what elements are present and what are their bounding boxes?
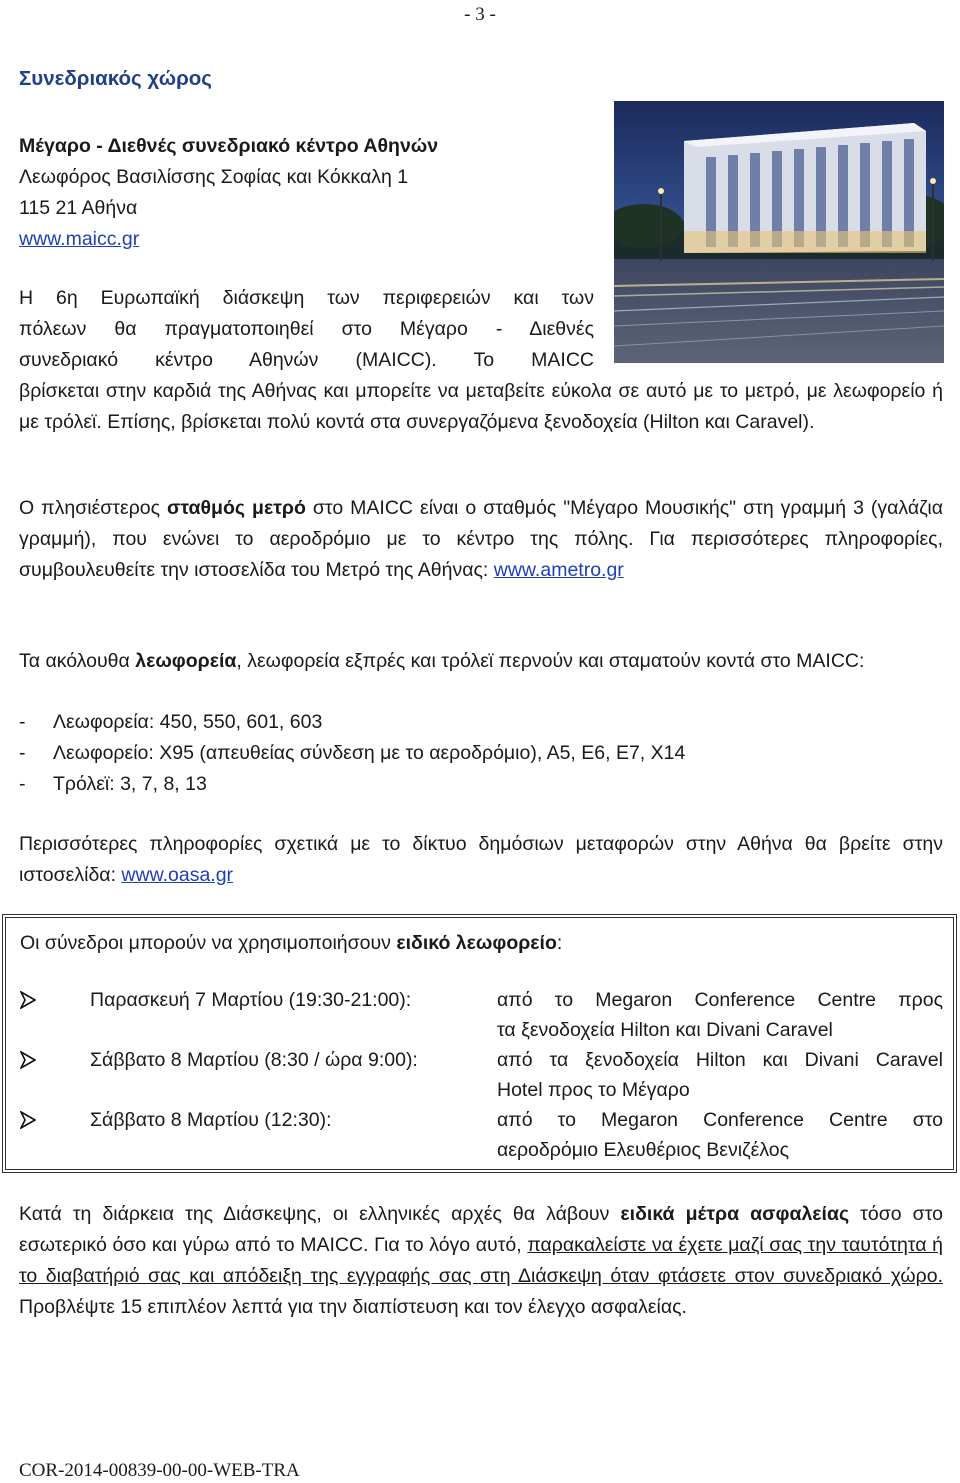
- arrow-bullet-icon: [20, 1105, 42, 1135]
- trip-route: [497, 1045, 943, 1105]
- bus-list-item: [19, 738, 685, 769]
- dash: -: [19, 742, 26, 764]
- bus-list-item: [19, 769, 685, 800]
- intro-rest: βρίσκεται στην καρδιά της Αθήνας και μπορείτε να μεταβείτε εύκολα σε αυτό με το μετρό, με λεωφορείο ή με τρόλεϊ. Επίσης, βρίσκεται πολύ κοντά στα συνεργαζόμενα ξενοδοχεία (Hilton και Caravel).: [19, 380, 943, 433]
- trip-route-line1: από το Megaron Conference Centre στο: [497, 1109, 943, 1131]
- bus-list-text: Λεωφορεία: 450, 550, 601, 603: [53, 711, 323, 733]
- oasa-text: Περισσότερες πληροφορίες σχετικά με το δίκτυο δημόσιων μεταφορών στην Αθήνα θα βρείτε στην ιστοσελίδα:: [19, 833, 943, 886]
- venue-website-link[interactable]: www.maicc.gr: [19, 228, 140, 250]
- bus-list: [19, 707, 685, 800]
- document-footer-code: COR-2014-00839-00-00-WEB-TRA: [19, 1460, 300, 1481]
- arrow-bullet-icon: [20, 985, 42, 1015]
- trip-date: Σάββατο 8 Μαρτίου (8:30 / ώρα 9:00):: [90, 1049, 418, 1071]
- special-bus-title-text: Οι σύνεδροι μπορούν να χρησιμοποιήσουν: [20, 932, 397, 954]
- trip-route: [497, 985, 943, 1045]
- trip-date: Σάββατο 8 Μαρτίου (12:30):: [90, 1109, 332, 1131]
- bus-text-2: , λεωφορεία εξπρές και τρόλεϊ περνούν και σταματούν κοντά στο MAICC:: [236, 650, 865, 672]
- intro-paragraph: [19, 283, 943, 438]
- venue-address-line2: 115 21 Αθήνα: [19, 197, 138, 219]
- intro-line-1: Η 6η Ευρωπαϊκή διάσκεψη των περιφερειών και των: [19, 287, 594, 309]
- bus-paragraph: [19, 646, 943, 677]
- security-text-2: τόσο στο εσωτερικό όσο και γύρω από το MAICC. Για το λόγο αυτό,: [19, 1203, 943, 1256]
- metro-text-1: Ο πλησιέστερος: [19, 497, 168, 519]
- security-paragraph: [19, 1199, 943, 1323]
- intro-line-2: πόλεων θα πραγματοποιηθεί στο Μέγαρο - Διεθνές: [19, 318, 594, 340]
- security-text-3: Προβλέψτε 15 επιπλέον λεπτά για την διαπίστευση και τον έλεγχο ασφαλείας.: [19, 1296, 687, 1318]
- arrow-bullet-icon: [20, 1045, 42, 1075]
- trip-route-line2: τα ξενοδοχεία Hilton και Divani Caravel: [497, 1019, 833, 1041]
- trip-route-line1: από το Megaron Conference Centre προς: [497, 989, 943, 1011]
- security-text-1: Κατά τη διάρκεια της Διάσκεψης, οι ελληνικές αρχές θα λάβουν: [19, 1203, 621, 1225]
- section-title: Συνεδριακός χώρος: [19, 67, 212, 90]
- special-bus-title: [20, 928, 562, 959]
- oasa-link[interactable]: www.oasa.gr: [121, 864, 234, 886]
- intro-line-3: συνεδριακό κέντρο Αθηνών (MAICC). Το MAICC: [19, 349, 594, 371]
- bus-text-1: Τα ακόλουθα: [19, 650, 136, 672]
- bus-list-text: Λεωφορείο: Χ95 (απευθείας σύνδεση με το αεροδρόμιο), Α5, Ε6, Ε7, Χ14: [53, 742, 686, 764]
- venue-address-line1: Λεωφόρος Βασιλίσσης Σοφίας και Κόκκαλη 1: [19, 166, 409, 188]
- dash: -: [19, 711, 26, 733]
- bus-bold: λεωφορεία: [135, 650, 237, 672]
- oasa-paragraph: [19, 829, 943, 891]
- bus-list-item: [19, 707, 685, 738]
- trip-route-line2: Hotel προς το Μέγαρο: [497, 1079, 690, 1101]
- venue-block: [19, 131, 438, 255]
- security-underlined: παρακαλείστε να έχετε μαζί σας την ταυτότητα ή το διαβατήριό σας και απόδειξη της εγγραφής σας στη Διάσκεψη όταν φτάσετε στον συνεδριακό χώρο.: [19, 1234, 943, 1287]
- trip-route-line1: από τα ξενοδοχεία Hilton και Divani Caravel: [497, 1049, 943, 1071]
- metro-link[interactable]: www.ametro.gr: [493, 559, 624, 581]
- metro-bold: σταθμός μετρό: [167, 497, 306, 519]
- metro-paragraph: [19, 493, 943, 586]
- bus-list-text: Τρόλεϊ: 3, 7, 8, 13: [53, 773, 207, 795]
- metro-text-2: στο MAICC είναι ο σταθμός "Μέγαρο Μουσικής" στη γραμμή 3 (γαλάζια γραμμή), που ενώνει το αεροδρόμιο με το κέντρο της πόλης. Για περισσότερες πληροφορίες, συμβουλευθείτε την ιστοσελίδα του Μετρό της Αθήνας:: [19, 497, 943, 581]
- special-bus-title-bold: ειδικό λεωφορείο: [396, 932, 557, 954]
- dash: -: [19, 773, 26, 795]
- special-bus-box: [5, 917, 954, 1170]
- page-number: - 3 -: [464, 4, 496, 25]
- trip-route-line2: αεροδρόμιο Ελευθέριος Βενιζέλος: [497, 1139, 790, 1161]
- security-bold: ειδικά μέτρα ασφαλείας: [620, 1203, 850, 1225]
- venue-name: Μέγαρο - Διεθνές συνεδριακό κέντρο Αθηνών: [19, 135, 439, 157]
- trip-route: [497, 1105, 943, 1165]
- trip-date: Παρασκευή 7 Μαρτίου (19:30-21:00):: [90, 989, 412, 1011]
- special-bus-title-colon: :: [556, 932, 563, 954]
